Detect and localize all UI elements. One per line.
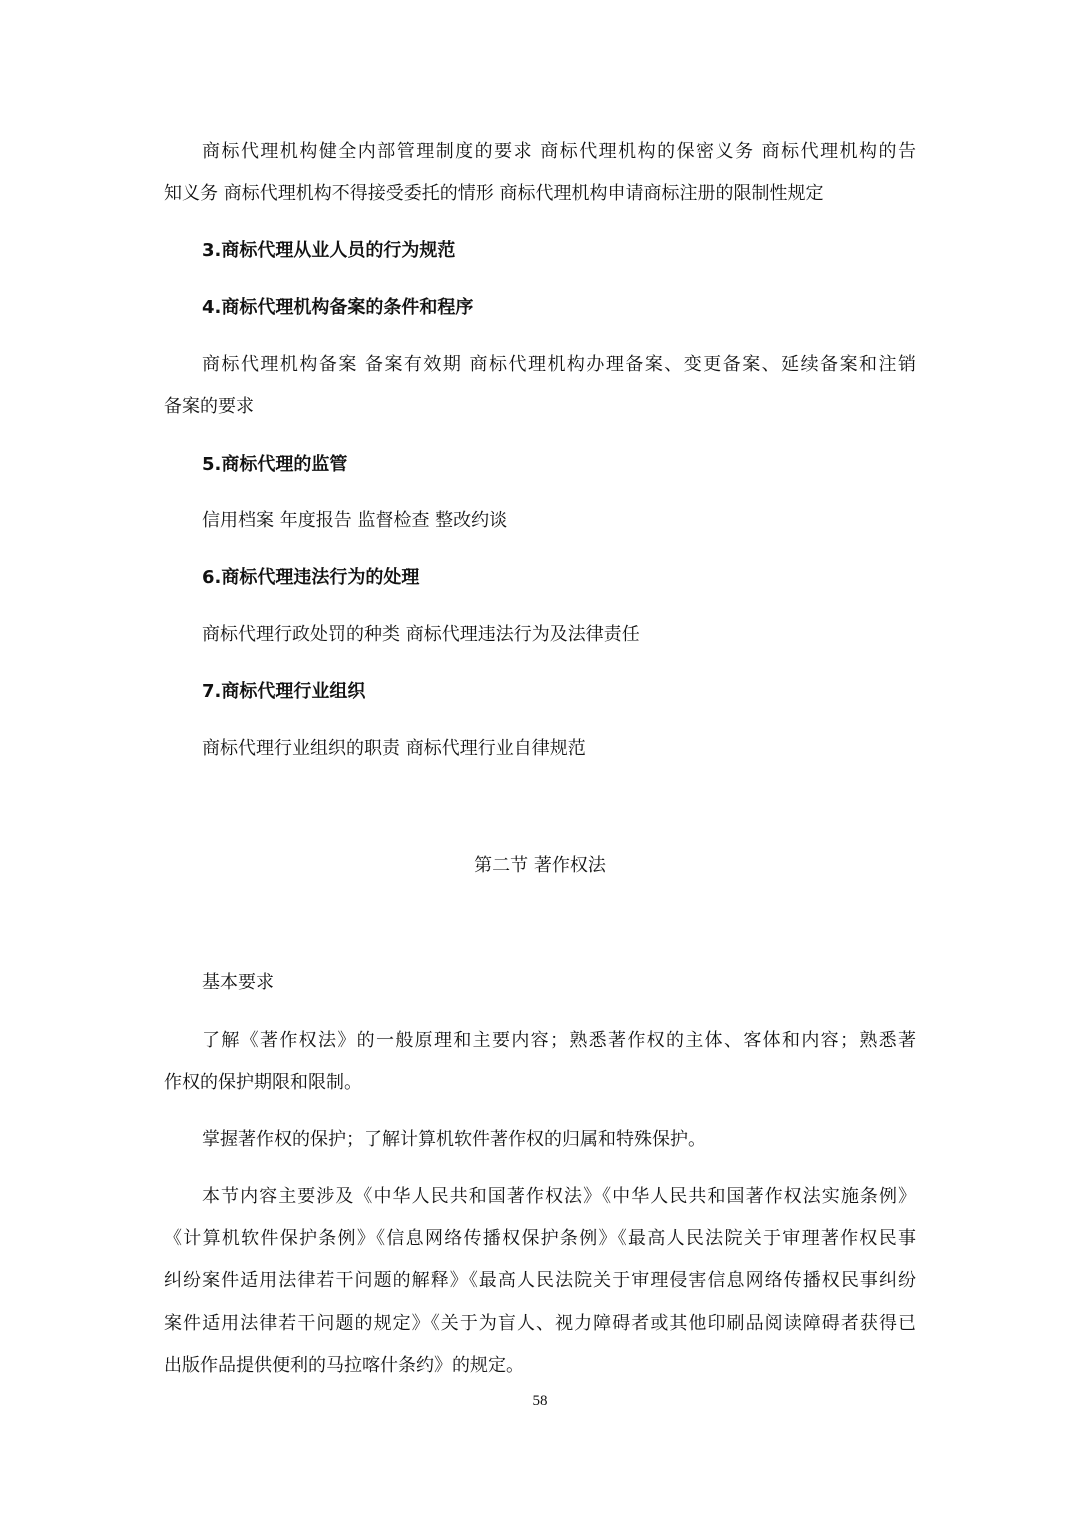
subheading: 3.商标代理从业人员的行为规范 xyxy=(202,240,456,261)
paragraph-line: 纠纷案件适用法律若干问题的解释》《最高人民法院关于审理侵害信息网络传播权民事纠纷 xyxy=(164,1270,916,1291)
subheading: 5.商标代理的监管 xyxy=(202,454,348,475)
paragraph-line: 信用档案 年度报告 监督检查 整改约谈 xyxy=(202,510,508,531)
paragraph-line: 作权的保护期限和限制。 xyxy=(164,1072,362,1093)
paragraph-line: 掌握著作权的保护；了解计算机软件著作权的归属和特殊保护。 xyxy=(202,1129,706,1150)
paragraph-line: 了解《著作权法》的一般原理和主要内容；熟悉著作权的主体、客体和内容；熟悉著 xyxy=(202,1030,916,1051)
paragraph-line: 出版作品提供便利的马拉喀什条约》的规定。 xyxy=(164,1355,524,1376)
paragraph-line: 商标代理行政处罚的种类 商标代理违法行为及法律责任 xyxy=(202,624,640,645)
paragraph-line: 案件适用法律若干问题的规定》《关于为盲人、视力障碍者或其他印刷品阅读障碍者获得已 xyxy=(164,1313,916,1334)
subheading: 6.商标代理违法行为的处理 xyxy=(202,567,420,588)
paragraph-line: 知义务 商标代理机构不得接受委托的情形 商标代理机构申请商标注册的限制性规定 xyxy=(164,183,824,204)
basic-requirements-label: 基本要求 xyxy=(202,972,274,993)
paragraph-line: 备案的要求 xyxy=(164,396,254,417)
paragraph-line: 《计算机软件保护条例》《信息网络传播权保护条例》《最高人民法院关于审理著作权民事 xyxy=(164,1228,916,1249)
page-number: 58 xyxy=(532,1393,548,1409)
subheading: 7.商标代理行业组织 xyxy=(202,681,366,702)
paragraph-line: 本节内容主要涉及《中华人民共和国著作权法》《中华人民共和国著作权法实施条例》 xyxy=(202,1186,916,1207)
paragraph-line: 商标代理行业组织的职责 商标代理行业自律规范 xyxy=(202,738,586,759)
paragraph-line: 商标代理机构备案 备案有效期 商标代理机构办理备案、变更备案、延续备案和注销 xyxy=(202,354,916,375)
paragraph-line: 商标代理机构健全内部管理制度的要求 商标代理机构的保密义务 商标代理机构的告 xyxy=(202,141,916,162)
section-title: 第二节 著作权法 xyxy=(474,855,606,876)
subheading: 4.商标代理机构备案的条件和程序 xyxy=(202,297,474,318)
